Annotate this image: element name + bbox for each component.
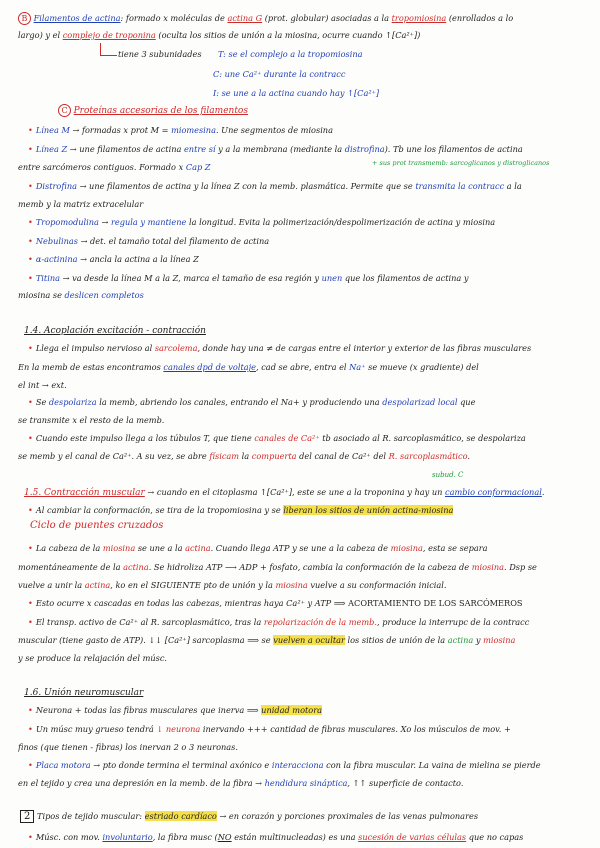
section-2-title: [20, 810, 592, 823]
text: Tipos de tejido muscular:: [36, 811, 145, 821]
term: NO: [217, 832, 232, 842]
text: inervando +++ cantidad de fibras musculares. Xo los músculos de mov. +: [200, 724, 511, 734]
text: y a la membrana (mediante la: [215, 144, 345, 154]
ciclo-heading: Ciclo de puentes cruzados: [30, 520, 164, 531]
text: (prot. globular) asociadas a la: [262, 13, 392, 23]
heading: 1.4. Acoplación excitación - contracción: [24, 326, 206, 336]
text: , ko en el SIGUIENTE pto de unión y la: [110, 580, 276, 590]
term: ↓ neurona: [156, 724, 201, 734]
label: α-actinina: [35, 254, 78, 264]
term: involuntario: [102, 832, 153, 842]
item-linea-m: • Línea M → formadas x prot M = miomesina. Une segmentos de miosina: [28, 125, 333, 135]
term: actina: [123, 562, 149, 572]
term-actina-g: actina G: [227, 13, 263, 23]
term: unidad motora: [261, 705, 323, 715]
line-sub-c: [213, 69, 592, 80]
text: con la fibra muscular. La vaina de mielina se pierde: [323, 760, 541, 770]
line-sub-t: [218, 49, 592, 60]
section-c-marker: C: [58, 104, 71, 117]
text: Esto ocurre x cascadas en todas las cabezas, mientras haya Ca²⁺ y ATP ⟹: [35, 598, 349, 608]
text: se transmite x el resto de la memb.: [18, 415, 165, 425]
text: . Se hidroliza ATP ⟶ ADP + fosfato, cambia la conformación de la cabeza de: [148, 562, 472, 572]
p14-1c: [18, 380, 592, 391]
text: : formado x moléculas de: [120, 13, 228, 23]
text: memb y la matriz extracelular: [18, 199, 144, 209]
term: despolariza: [48, 397, 97, 407]
label: Placa motora: [35, 760, 91, 770]
item-nebulina: • Nebulinas → det. el tamaño total del filamento de actina: [28, 236, 270, 246]
text: a la: [504, 181, 522, 191]
label: Titina: [35, 273, 60, 283]
text: y se produce la relajación del músc.: [18, 653, 168, 663]
text: .: [541, 487, 545, 497]
p16-1: • Neurona + todas las fibras musculares que inerva ⟹ unidad motora: [28, 705, 323, 715]
text: , produce la interrupc de la contracc: [377, 617, 530, 627]
p15-1: • Al cambiar la conformación, se tira de la tropomiosina y se liberan los sitios de unión actina-miosina: [28, 505, 454, 515]
text: el int → ext.: [18, 380, 67, 390]
label: Línea Z: [35, 144, 68, 154]
term: compuerta: [251, 451, 297, 461]
text: momentáneamente de la: [18, 562, 124, 572]
ciclo-title: [30, 520, 592, 531]
p16-2b: [18, 742, 592, 753]
term: estriado cardíaco: [144, 811, 217, 821]
term: R. sarcoplasmático: [388, 451, 468, 461]
term: transmita la contracc: [415, 181, 505, 191]
line-sub-i: [213, 88, 592, 99]
item-titina-cont: [18, 290, 592, 301]
side-note: [372, 158, 592, 169]
p15-4c: [18, 653, 592, 664]
heading: 1.6. Unión neuromuscular: [24, 688, 144, 698]
heading: 1.5. Contracción muscular: [24, 488, 145, 498]
item-tropomodulina: • Tropomodulina → regula y mantiene la longitud. Evita la polimerización/despolimerización de actina y miosina: [28, 217, 496, 227]
text: finos (que tienen - fibras) los inervan 2 o 3 neuronas.: [18, 742, 238, 752]
p15-4: • El transp. activo de Ca²⁺ al R. sarcoplasmático, tras la repolarización de la memb., produce la interrupc de la contracc: [28, 617, 530, 627]
item-distrofina: • Distrofina → une filamentos de actina y la línea Z con la memb. plasmática. Permite que se transmita la contracc a la: [28, 181, 522, 191]
p14-3: • Cuando este impulso llega a los túbulos T, que tiene canales de Ca²⁺ tb asociado al R. sarcoplasmático, se despolariza: [28, 433, 526, 443]
text: y: [473, 635, 484, 645]
text: Cuando este impulso llega a los túbulos T, que tiene: [35, 433, 255, 443]
text: . Dsp se: [504, 562, 537, 572]
text: Llega el impulso nervioso al: [35, 343, 155, 353]
text: tb asociado al R. sarcoplasmático, se despolariza: [319, 433, 526, 443]
p15-4b: [18, 635, 592, 646]
text: . Une segmentos de miosina: [215, 125, 333, 135]
text: vuelve a su conformación inicial.: [307, 580, 447, 590]
text: → formadas x prot M =: [69, 125, 172, 135]
text: Un músc muy grueso tendrá: [35, 724, 157, 734]
label: Línea M: [35, 125, 70, 135]
term: despolarizad local: [382, 397, 458, 407]
term: vuelven a ocultar: [273, 635, 345, 645]
term: actina: [447, 635, 474, 645]
text: → une filamentos de actina y la línea Z con la memb. plasmática. Permite que se: [76, 181, 416, 191]
text: que: [457, 397, 476, 407]
text: que los filamentos de actina y: [342, 273, 469, 283]
label: Nebulinas: [35, 236, 78, 246]
term: canales de Ca²⁺: [254, 433, 320, 443]
term: repolarización de la memb.: [263, 617, 378, 627]
subunit-i: I: se une a la actina cuando hay ↑[Ca²⁺]: [213, 88, 380, 98]
text: , esta se separa: [422, 543, 488, 553]
p14-1: • Llega el impulso nervioso al sarcolema, donde hay una ≠ de cargas entre el interior y exterior de las fibras musculares: [28, 343, 532, 353]
p16-3: • Placa motora → pto donde termina el terminal axónico e interacciona con la fibra muscular. La vaina de mielina se pierde: [28, 760, 541, 770]
term: entre sí: [183, 144, 216, 154]
text: → va desde la línea M a la Z, marca el tamaño de esa región y: [60, 273, 322, 283]
text: → det. el tamaño total del filamento de actina: [77, 236, 270, 246]
section-c-title: Proteínas accesorias de los filamentos: [73, 106, 248, 116]
p15-2: • La cabeza de la miosina se une a la actina. Cuando llega ATP y se une a la cabeza de miosina, esta se separa: [28, 543, 488, 553]
text: los sitios de unión de la: [344, 635, 448, 645]
term: Cap Z: [185, 162, 211, 172]
label: Distrofina: [35, 181, 77, 191]
text: → cuando en el citoplasma ↑[Ca²⁺], este se une a la troponina y hay un: [144, 487, 445, 497]
item-linea-z: • Línea Z → une filamentos de actina entre sí y a la membrana (mediante la distrofina). Tb une los filamentos de actina: [28, 144, 523, 154]
text: Al cambiar la conformación, se tira de la tropomiosina y se: [35, 505, 284, 515]
p15-2b: [18, 562, 592, 573]
term: actina: [185, 543, 211, 553]
item-distrofina-cont: [18, 199, 592, 210]
term: canales dpd de voltaje: [163, 362, 257, 372]
text: →: [98, 217, 111, 227]
section-15-title: [24, 487, 592, 499]
term-tropomiosina: tropomiosina: [391, 13, 447, 23]
line-b1: [18, 12, 592, 25]
subunits-label: tiene 3 subunidades: [118, 49, 202, 59]
text: Músc. con mov.: [35, 832, 103, 842]
term: sucesión de varias células: [358, 832, 467, 842]
term: distrofina: [344, 144, 385, 154]
p15-3: • Esto ocurre x cascadas en todas las cabezas, mientras haya Ca²⁺ y ATP ⟹ ACORTAMIENTO DE LOS SARCÓMEROS: [28, 598, 523, 608]
term-complejo-troponina: complejo de troponina: [62, 30, 156, 40]
text: están multinucleadas) es una: [231, 832, 359, 842]
bracket-arrow: [100, 43, 117, 56]
text: → une filamentos de actina: [67, 144, 184, 154]
text: . Cuando llega ATP y se une a la cabeza de: [210, 543, 391, 553]
section-c-heading: [58, 104, 592, 117]
section-16-title: [24, 687, 592, 699]
text: que no capas: [466, 832, 524, 842]
term: cambio conformacional: [444, 487, 542, 497]
section-14-title: [24, 325, 592, 337]
p15-2c: [18, 580, 592, 591]
term: miomesina: [171, 125, 216, 135]
p14-3b: [18, 451, 592, 462]
term: ACORTAMIENTO DE LOS SARCÓMEROS: [348, 598, 523, 608]
text: muscular (tiene gasto de ATP). ↓↓ [Ca²⁺] sarcoplasma ⟹ se: [18, 635, 274, 645]
text: se memb y el canal de Ca²⁺. A su vez, se abre: [18, 451, 210, 461]
item-titina: • Titina → va desde la línea M a la Z, marca el tamaño de esa región y unen que los filamentos de actina y: [28, 273, 469, 283]
item-alfa-actinina: • α-actinina → ancla la actina a la línea Z: [28, 254, 199, 264]
side-note-text: + sus prot transmemb: sarcoglicanos y distroglicanos: [372, 159, 550, 167]
text: entre sarcómeros contiguos. Formado x: [18, 162, 186, 172]
text: , donde hay una ≠ de cargas entre el interior y exterior de las fibras musculares: [197, 343, 532, 353]
text: → pto donde termina el terminal axónico e: [90, 760, 272, 770]
text: en el tejido y crea una depresión en la memb. de la fibra →: [18, 778, 265, 788]
p14-1b: [18, 362, 592, 373]
p14-2: • Se despolariza la memb, abriendo los canales, entrando el Na+ y produciendo una despolarizad local que: [28, 397, 476, 407]
p14-2b: [18, 415, 592, 426]
label: Tropomodulina: [35, 217, 99, 227]
term: unen: [321, 273, 343, 283]
p16-2: • Un músc muy grueso tendrá ↓ neurona inervando +++ cantidad de fibras musculares. Xo los músculos de mov. +: [28, 724, 511, 734]
text: del canal de Ca²⁺ del: [296, 451, 389, 461]
text: vuelve a unir la: [18, 580, 85, 590]
term: Na⁺: [349, 362, 366, 372]
text: (oculta los sitios de unión a la miosina, ocurre cuando ↑[Ca²⁺]): [155, 30, 421, 40]
note: subud. C: [432, 471, 464, 479]
term: actina: [84, 580, 111, 590]
text: se une a la: [135, 543, 186, 553]
text: largo) y el: [18, 30, 63, 40]
filamentos-actina-title: Filamentos de actina: [33, 13, 121, 23]
term: liberan los sitios de unión actina-miosina: [283, 505, 454, 515]
term: miosina: [275, 580, 308, 590]
text: .: [467, 451, 470, 461]
text: ). Tb une los filamentos de actina: [384, 144, 523, 154]
text: la memb, abriendo los canales, entrando el Na+ y produciendo una: [96, 397, 383, 407]
text: → ancla la actina a la línea Z: [77, 254, 199, 264]
text: , ↑↑ superficie de contacto.: [347, 778, 464, 788]
subunit-t: T: se el complejo a la tropomiosina: [218, 49, 363, 59]
term: interacciona: [271, 760, 324, 770]
term: regula y mantiene: [111, 217, 187, 227]
text: El transp. activo de Ca²⁺ al R. sarcoplasmático, tras la: [35, 617, 264, 627]
term: miosina: [102, 543, 136, 553]
text: miosina se: [18, 290, 65, 300]
term: físicam: [209, 451, 240, 461]
text: se mueve (x gradiente) del: [365, 362, 479, 372]
text: (enrollados a lo: [446, 13, 514, 23]
p2-1: • Músc. con mov. involuntario, la fibra musc (NO están multinucleadas) es una sucesión de varias células que no capas: [28, 832, 524, 842]
text: , cad se abre, entra el: [256, 362, 350, 372]
term: miosina: [471, 562, 505, 572]
subunit-c: C: une Ca²⁺ durante la contracc: [213, 69, 346, 79]
term: deslicen completos: [64, 290, 144, 300]
text: → en corazón y porciones proximales de las venas pulmonares: [216, 811, 479, 821]
term: hendidura sináptica: [264, 778, 348, 788]
section-2-number: 2: [20, 810, 34, 823]
term: miosina: [390, 543, 423, 553]
text: la: [239, 451, 252, 461]
text: En la memb de estas encontramos: [18, 362, 164, 372]
line-b2: [18, 30, 592, 41]
text: la longitud. Evita la polimerización/despolimerización de actina y miosina: [186, 217, 496, 227]
term: sarcolema: [154, 343, 198, 353]
term: miosina: [483, 635, 516, 645]
text: Neurona + todas las fibras musculares que inerva ⟹: [35, 705, 262, 715]
text: Se: [35, 397, 49, 407]
p16-3b: [18, 778, 592, 789]
text: , la fibra musc (: [152, 832, 218, 842]
text: La cabeza de la: [35, 543, 103, 553]
note-subunit: [432, 470, 592, 481]
section-b-marker: B: [18, 12, 31, 25]
